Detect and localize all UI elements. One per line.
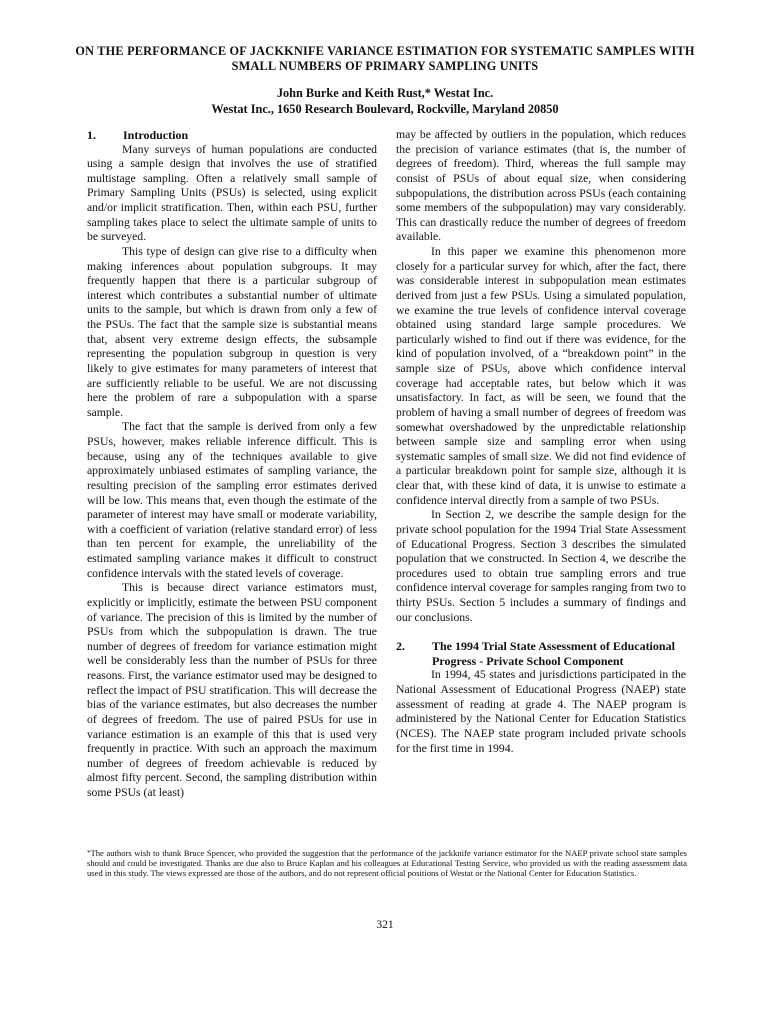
right-column <box>396 128 686 756</box>
section-1-number: 1. <box>87 128 96 142</box>
paragraph: The fact that the sample is derived from only a few PSUs, however, makes reliable inference difficult. This is because, using any of the techniques available to give approximately unbiased estimates of sampling variance, the resulting precision of the sampling error estimates derived will be low. This means that, even though the estimate of the parameter of interest may have small or moderate variability, with a coefficient of variation (relative standard error) of less than ten percent for example, the unreliability of the estimated sampling variance makes it difficult to construct confidence intervals with the stated levels of coverage. <box>87 420 377 580</box>
left-column <box>87 128 377 801</box>
affiliation-line: Westat Inc., 1650 Research Boulevard, Rockville, Maryland 20850 <box>211 102 559 116</box>
author-block <box>60 85 710 117</box>
page-number: 321 <box>376 919 394 931</box>
section-2-heading <box>396 639 686 668</box>
paragraph: may be affected by outliers in the population, which reduces the precision of variance estimates (that is, the number of degrees of freedom). Third, whereas the full sample may consist of PSUs of about equal size, when considering subpopulations, the distribution across PSUs (each containing some members of the subpopulation) may vary considerably. This can drastically reduce the number of degrees of freedom available. <box>396 128 686 244</box>
paragraph: Many surveys of human populations are conducted using a sample design that involves the use of stratified multistage sampling. Often a relatively small sample of Primary Sampling Units (PSUs) is selected, using explicit and/or implicit stratification. Then, within each PSU, further sampling takes place to select the ultimate sample of units to be surveyed. <box>87 142 377 244</box>
section-2-title: The 1994 Trial State Assessment of Educational Progress - Private School Component <box>432 639 675 668</box>
paragraph: This is because direct variance estimators must, explicitly or implicitly, estimate the between PSU component of variance. The precision of this is limited by the number of PSUs from which the subpopulation is drawn. The true number of degrees of freedom for variance estimation might well be considerably less than the number of PSUs for three reasons. First, the variance estimator used may be designed to reflect the impact of PSU stratification. This will decrease the bias of the variance estimates, but also decreases the number of degrees of freedom. The use of paired PSUs for use in variance estimation is an example of this that is used very frequently in practice. With such an approach the maximum number of degrees of freedom achievable is reduced by almost fifty percent. Second, the sampling distribution within some PSUs (at least) <box>87 581 377 800</box>
paper-title: ON THE PERFORMANCE OF JACKKNIFE VARIANCE ESTIMATION FOR SYSTEMATIC SAMPLES WITH SMALL NUMBERS OF PRIMARY SAMPLING UNITS <box>75 44 695 73</box>
footnote-text: The authors wish to thank Bruce Spencer, who provided the suggestion that the performance of the jackknife variance estimator for the NAEP private school state samples should and could be investigated. Thanks are due also to Bruce Kaplan and his colleagues at Educational Testing Service, who provided us with the reading assessment data used in this study. The views expressed are those of the authors, and do not represent official positions of Westat or the National Center for Education Statistics. <box>87 848 687 878</box>
footnote-marker: * <box>87 849 91 857</box>
paragraph: In Section 2, we describe the sample design for the private school population for the 1994 Trial State Assessment of Educational Progress. Section 3 describes the simulated population that we constructed. In Section 4, we describe the procedures used to obtain true sampling errors and true confidence interval coverage for samples ranging from two to thirty PSUs. Section 5 includes a summary of findings and our conclusions. <box>396 508 686 624</box>
section-2-number: 2. <box>396 639 405 654</box>
footnote <box>87 848 687 878</box>
section-1-title: Introduction <box>123 128 189 142</box>
paragraph: This type of design can give rise to a difficulty when making inferences about population subgroups. It may frequently happen that there is a particular subgroup of interest which contributes a substantial number of ultimate units to the sample, but which is drawn from only a few of the PSUs. The fact that the sample size is substantial means that, absent very extreme design effects, the subsample representing the population subgroup in question is very likely to give estimates for many parameters of interest that are sufficiently reliable to be useful. We are not discussing here the problem of rare a subpopulation with a sparse sample. <box>87 244 377 419</box>
section-1-heading <box>87 128 377 143</box>
paragraph: In 1994, 45 states and jurisdictions participated in the National Assessment of Educational Progress (NAEP) state assessment of reading at grade 4. The NAEP program is administered by the National Center for Education Statistics (NCES). The NAEP state program included private schools for the first time in 1994. <box>396 668 686 755</box>
paragraph: In this paper we examine this phenomenon more closely for a particular survey for which, after the fact, there was considerable interest in subpopulation mean estimates derived from just a few PSUs. Using a simulated population, we examine the true levels of confidence interval coverage obtained using standard large sample procedures. We particularly wished to find out if there was evidence, for the kind of population involved, of a “breakdown point” in the sample size of PSUs, above which confidence interval coverage had acceptable rates, but below which it was unsatisfactory. In fact, as will be seen, we found that the problem of having a small number of degrees of freedom was somewhat overshadowed by the unpredictable relationship between sample size and sampling error when using systematic samples of small size. We did not find evidence of a particular breakdown point for sample size, although it is clear that, with these kind of data, it is unwise to estimate a confidence interval directly from a sample of two PSUs. <box>396 245 686 507</box>
authors-line: John Burke and Keith Rust,* Westat Inc. <box>276 86 494 100</box>
